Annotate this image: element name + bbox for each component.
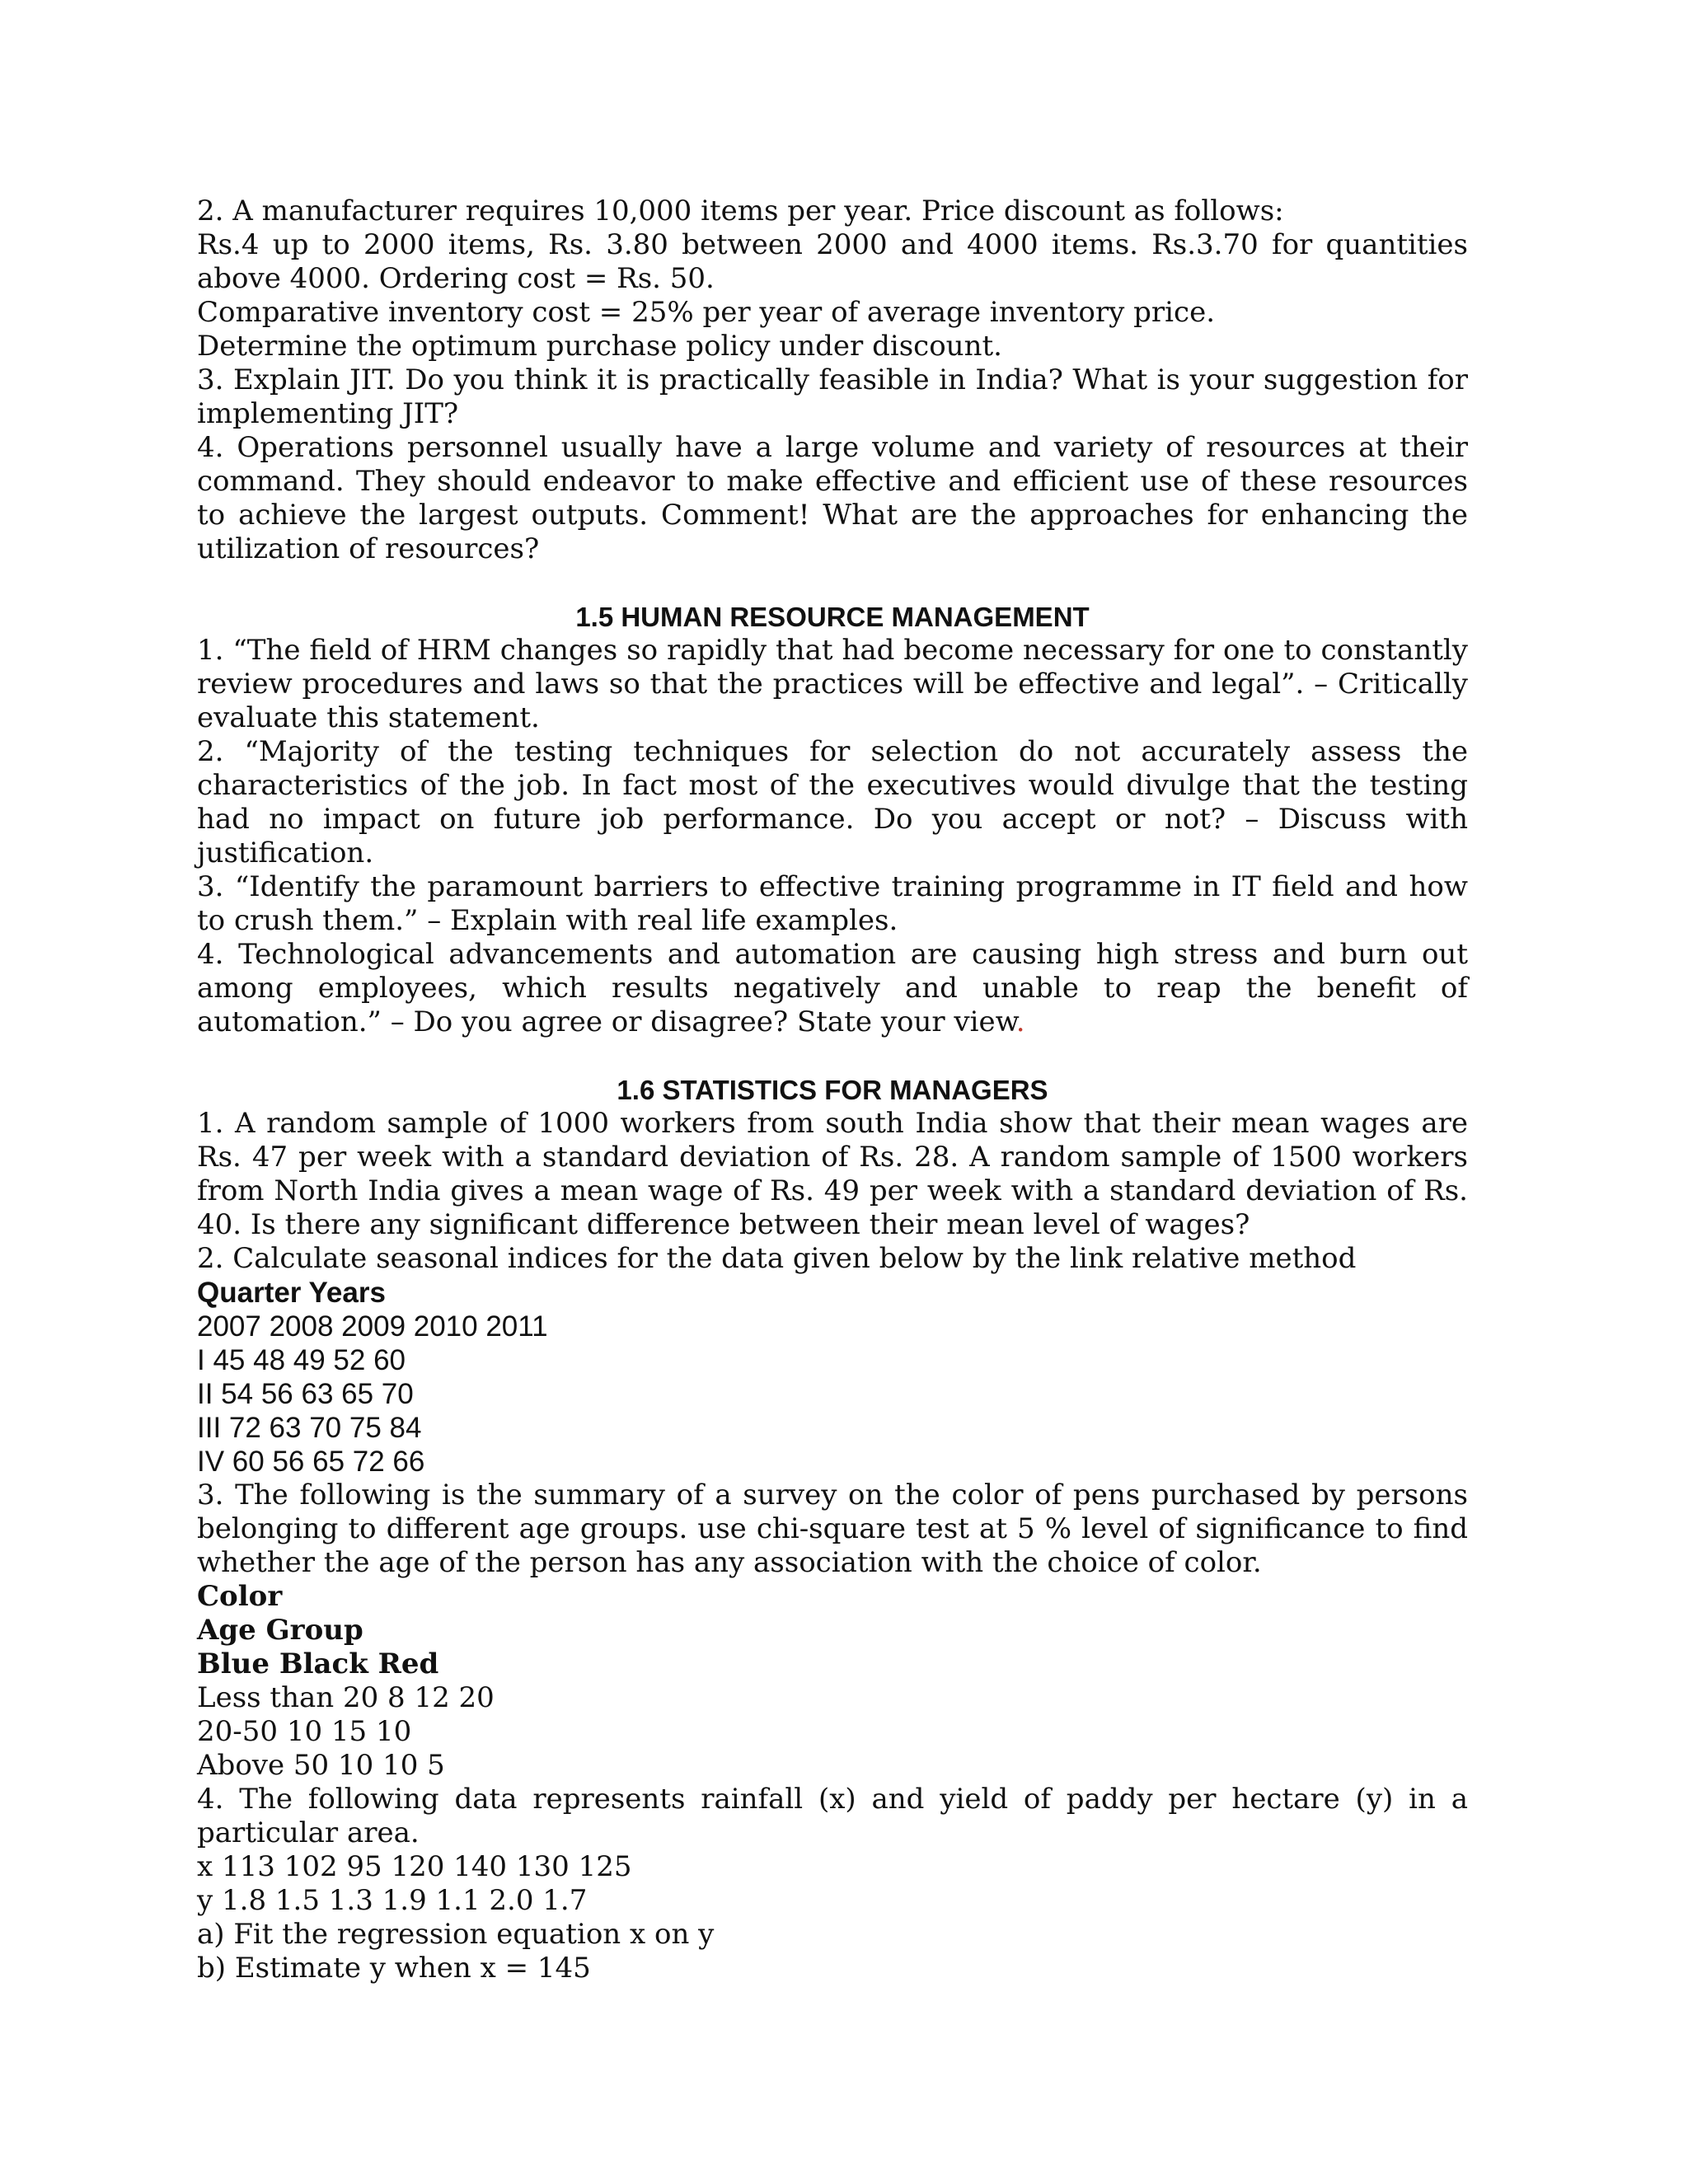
q3-table-header-age-group: Age Group xyxy=(197,1614,363,1647)
hrm-q4 xyxy=(197,938,1468,1039)
inventory-q2-line3: Comparative inventory cost = 25% per year of average inventory price. xyxy=(197,296,1216,329)
section-spacer xyxy=(197,566,1468,600)
q4-x-values: x 113 102 95 120 140 130 125 xyxy=(197,1850,632,1883)
inventory-q2-line4: Determine the optimum purchase policy under discount. xyxy=(197,330,1002,363)
inventory-q2-line1: 2. A manufacturer requires 10,000 items per year. Price discount as follows: xyxy=(197,194,1284,227)
q3-table-header-colors: Blue Black Red xyxy=(197,1647,439,1680)
inventory-q4: 4. Operations personnel usually have a large volume and variety of resources at their command. They should endeavor to make effective and efficient use of these resources to achieve the largest outputs. Comment! What are the approaches for enhancing the utilization of resources? xyxy=(197,431,1468,565)
q2-table-row: IV 60 56 65 72 66 xyxy=(197,1446,425,1478)
hrm-q1: 1. “The field of HRM changes so rapidly that had become necessary for one to constantly review procedures and laws so that the practices will be effective and legal”. – Critically evaluate this statement. xyxy=(197,634,1468,734)
hrm-q4-text: 4. Technological advancements and automation are causing high stress and burn out among employees, which results negatively and unable to reap the benefit of automation.” – Do you agree or disagree? State your view xyxy=(197,938,1468,1038)
hrm-heading: 1.5 HUMAN RESOURCE MANAGEMENT xyxy=(575,602,1090,632)
q4-part-b: b) Estimate y when x = 145 xyxy=(197,1952,591,1985)
q2-table-header: Quarter Years xyxy=(197,1277,386,1309)
q2-table-row: II 54 56 63 65 70 xyxy=(197,1378,414,1410)
q3-table-row: Above 50 10 10 5 xyxy=(197,1749,445,1782)
inventory-q3: 3. Explain JIT. Do you think it is practically feasible in India? What is your suggestion for implementing JIT? xyxy=(197,363,1468,430)
stats-q2: 2. Calculate seasonal indices for the data given below by the link relative method xyxy=(197,1242,1357,1275)
q3-table-row: Less than 20 8 12 20 xyxy=(197,1681,495,1714)
stats-q1: 1. A random sample of 1000 workers from south India show that their mean wages are Rs. 47 per week with a standard deviation of Rs. 28. A random sample of 1500 workers from North India gives a mean wage of Rs. 49 per week with a standard deviation of Rs. 40. Is there any significant difference between their mean level of wages? xyxy=(197,1107,1468,1241)
q2-table-row: I 45 48 49 52 60 xyxy=(197,1344,406,1376)
q3-table-header-color: Color xyxy=(197,1580,283,1613)
inventory-q2-line2: Rs.4 up to 2000 items, Rs. 3.80 between 2000 and 4000 items. Rs.3.70 for quantities above 4000. Ordering cost = Rs. 50. xyxy=(197,228,1468,295)
stats-q3: 3. The following is the summary of a survey on the color of pens purchased by persons belonging to different age groups. use chi-square test at 5 % level of significance to find whether the age of the person has any association with the choice of color. xyxy=(197,1479,1468,1579)
q2-table-row: 2007 2008 2009 2010 2011 xyxy=(197,1310,548,1343)
hrm-q4-period: . xyxy=(1015,1005,1025,1038)
hrm-q2: 2. “Majority of the testing techniques for selection do not accurately assess the characteristics of the job. In fact most of the executives would divulge that the testing had no impact on future job performance. Do you accept or not? – Discuss with justification. xyxy=(197,735,1468,869)
q3-table-row: 20-50 10 15 10 xyxy=(197,1715,412,1748)
hrm-q3: 3. “Identify the paramount barriers to effective training programme in IT field and how to crush them.” – Explain with real life examples. xyxy=(197,870,1468,937)
q2-table-row: III 72 63 70 75 84 xyxy=(197,1412,422,1444)
q4-y-values: y 1.8 1.5 1.3 1.9 1.1 2.0 1.7 xyxy=(197,1884,588,1917)
stats-heading: 1.6 STATISTICS FOR MANAGERS xyxy=(617,1075,1048,1105)
document-page xyxy=(197,194,1468,1985)
stats-q4: 4. The following data represents rainfall (x) and yield of paddy per hectare (y) in a particular area. xyxy=(197,1783,1468,1849)
q4-part-a: a) Fit the regression equation x on y xyxy=(197,1918,715,1951)
section-spacer xyxy=(197,1039,1468,1073)
